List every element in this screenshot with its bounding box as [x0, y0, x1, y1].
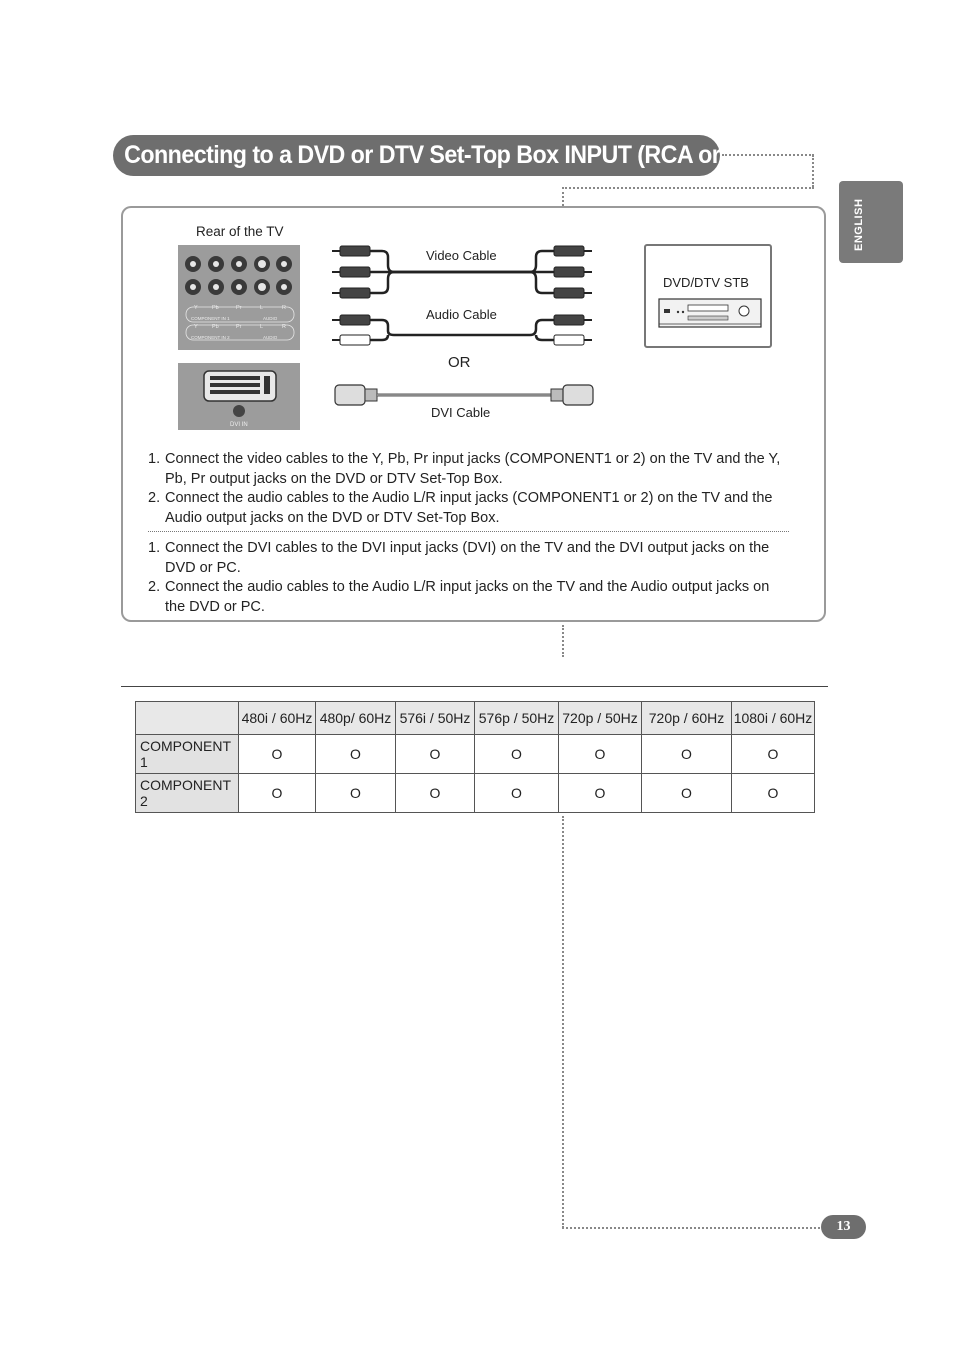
column-header: 576p / 50Hz: [475, 702, 559, 735]
table-cell: O: [642, 735, 732, 774]
instruction-text: Connect the video cables to the Y, Pb, Pr input jacks (COMPONENT1 or 2) on the TV and the Y, Pb, Pr output jacks on the DVD or DTV Set-Top Box.: [165, 451, 781, 487]
column-header: 480i / 60Hz: [239, 702, 316, 735]
panel-label-l: L: [260, 305, 264, 311]
instruction-text: Connect the audio cables to the Audio L/R input jacks (COMPONENT1 or 2) on the TV and the Audio output jacks on the DVD or DTV Set-Top Box.: [165, 490, 773, 526]
instructions-rca: [148, 450, 788, 528]
device-label: DVD/DTV STB: [663, 275, 749, 290]
instruction-number: 2.: [148, 490, 161, 506]
instructions-dvi: [148, 539, 788, 617]
panel-label-audio1: AUDIO: [263, 316, 278, 321]
instruction-item: [148, 578, 788, 617]
video-cable-label: Video Cable: [426, 248, 497, 263]
table-cell: O: [239, 735, 316, 774]
column-header: 720p / 60Hz: [642, 702, 732, 735]
device-box: [644, 244, 772, 348]
table-cell: O: [316, 774, 396, 813]
dvi-in-label: DVI IN: [230, 422, 248, 428]
rear-tv-label: Rear of the TV: [196, 224, 284, 239]
row-header: COMPONENT 1: [136, 735, 239, 774]
table-cell: O: [642, 774, 732, 813]
page-title: [113, 135, 771, 176]
dvi-cable-label: DVI Cable: [431, 405, 491, 420]
table-corner-cell: [136, 702, 239, 735]
panel-label-audio2: AUDIO: [263, 335, 278, 340]
panel-label-r2: R: [282, 324, 286, 330]
panel-label-pr2: Pr: [236, 324, 242, 330]
audio-cable-label: Audio Cable: [426, 307, 497, 322]
table-cell: O: [475, 735, 559, 774]
table-cell: O: [732, 774, 815, 813]
panel-label-pr: Pr: [236, 305, 242, 311]
instruction-number: 1.: [148, 540, 161, 556]
guide-dots: [812, 155, 814, 187]
instruction-text: Connect the audio cables to the Audio L/R input jacks on the TV and the Audio output jacks on the DVD or PC.: [165, 579, 770, 615]
panel-label-component2: COMPONENT IN 2: [191, 335, 230, 340]
page-title-text: Connecting to a DVD or DTV Set-Top Box INPUT (RCA or DVI): [124, 141, 771, 169]
tv-dvi-panel-illustration: [178, 363, 300, 430]
guide-dots: [562, 625, 564, 657]
guide-dots: [562, 816, 564, 1228]
panel-label-r: R: [282, 305, 286, 311]
section-divider: [121, 686, 828, 687]
instruction-number: 2.: [148, 579, 161, 595]
panel-label-pb2: Pb: [212, 324, 219, 330]
instruction-item: [148, 450, 788, 489]
guide-dots: [562, 187, 564, 206]
or-label: OR: [448, 354, 471, 371]
panel-label-y2: Y: [194, 324, 198, 330]
language-tab: [839, 181, 903, 263]
panel-label-component1: COMPONENT IN 1: [191, 316, 230, 321]
instruction-item: [148, 539, 788, 578]
instruction-text: Connect the DVI cables to the DVI input jacks (DVI) on the TV and the DVI output jacks on the DVD or PC.: [165, 540, 770, 576]
panel-label-y: Y: [194, 305, 198, 311]
guide-dots: [562, 187, 814, 189]
column-header: 576i / 50Hz: [396, 702, 475, 735]
guide-dots: [722, 154, 814, 156]
table-cell: O: [559, 735, 642, 774]
panel-label-l2: L: [260, 324, 264, 330]
tv-component-panel-illustration: [178, 245, 300, 350]
table-header-row: [136, 702, 815, 735]
resolution-table: [135, 701, 815, 813]
instruction-separator: [148, 531, 789, 532]
table-row: [136, 735, 815, 774]
table-cell: O: [396, 774, 475, 813]
column-header: 720p / 50Hz: [559, 702, 642, 735]
page-number: 13: [821, 1215, 866, 1239]
table-cell: O: [475, 774, 559, 813]
table-cell: O: [316, 735, 396, 774]
table-row: [136, 774, 815, 813]
table-cell: O: [239, 774, 316, 813]
instruction-item: [148, 489, 788, 528]
row-header: COMPONENT 2: [136, 774, 239, 813]
table-cell: O: [732, 735, 815, 774]
instruction-number: 1.: [148, 451, 161, 467]
column-header: 480p/ 60Hz: [316, 702, 396, 735]
table-cell: O: [559, 774, 642, 813]
column-header: 1080i / 60Hz: [732, 702, 815, 735]
guide-dots: [562, 1227, 820, 1229]
table-cell: O: [396, 735, 475, 774]
language-tab-label: ENGLISH: [853, 198, 865, 251]
panel-label-pb: Pb: [212, 305, 219, 311]
dvd-player-icon: [658, 297, 762, 329]
